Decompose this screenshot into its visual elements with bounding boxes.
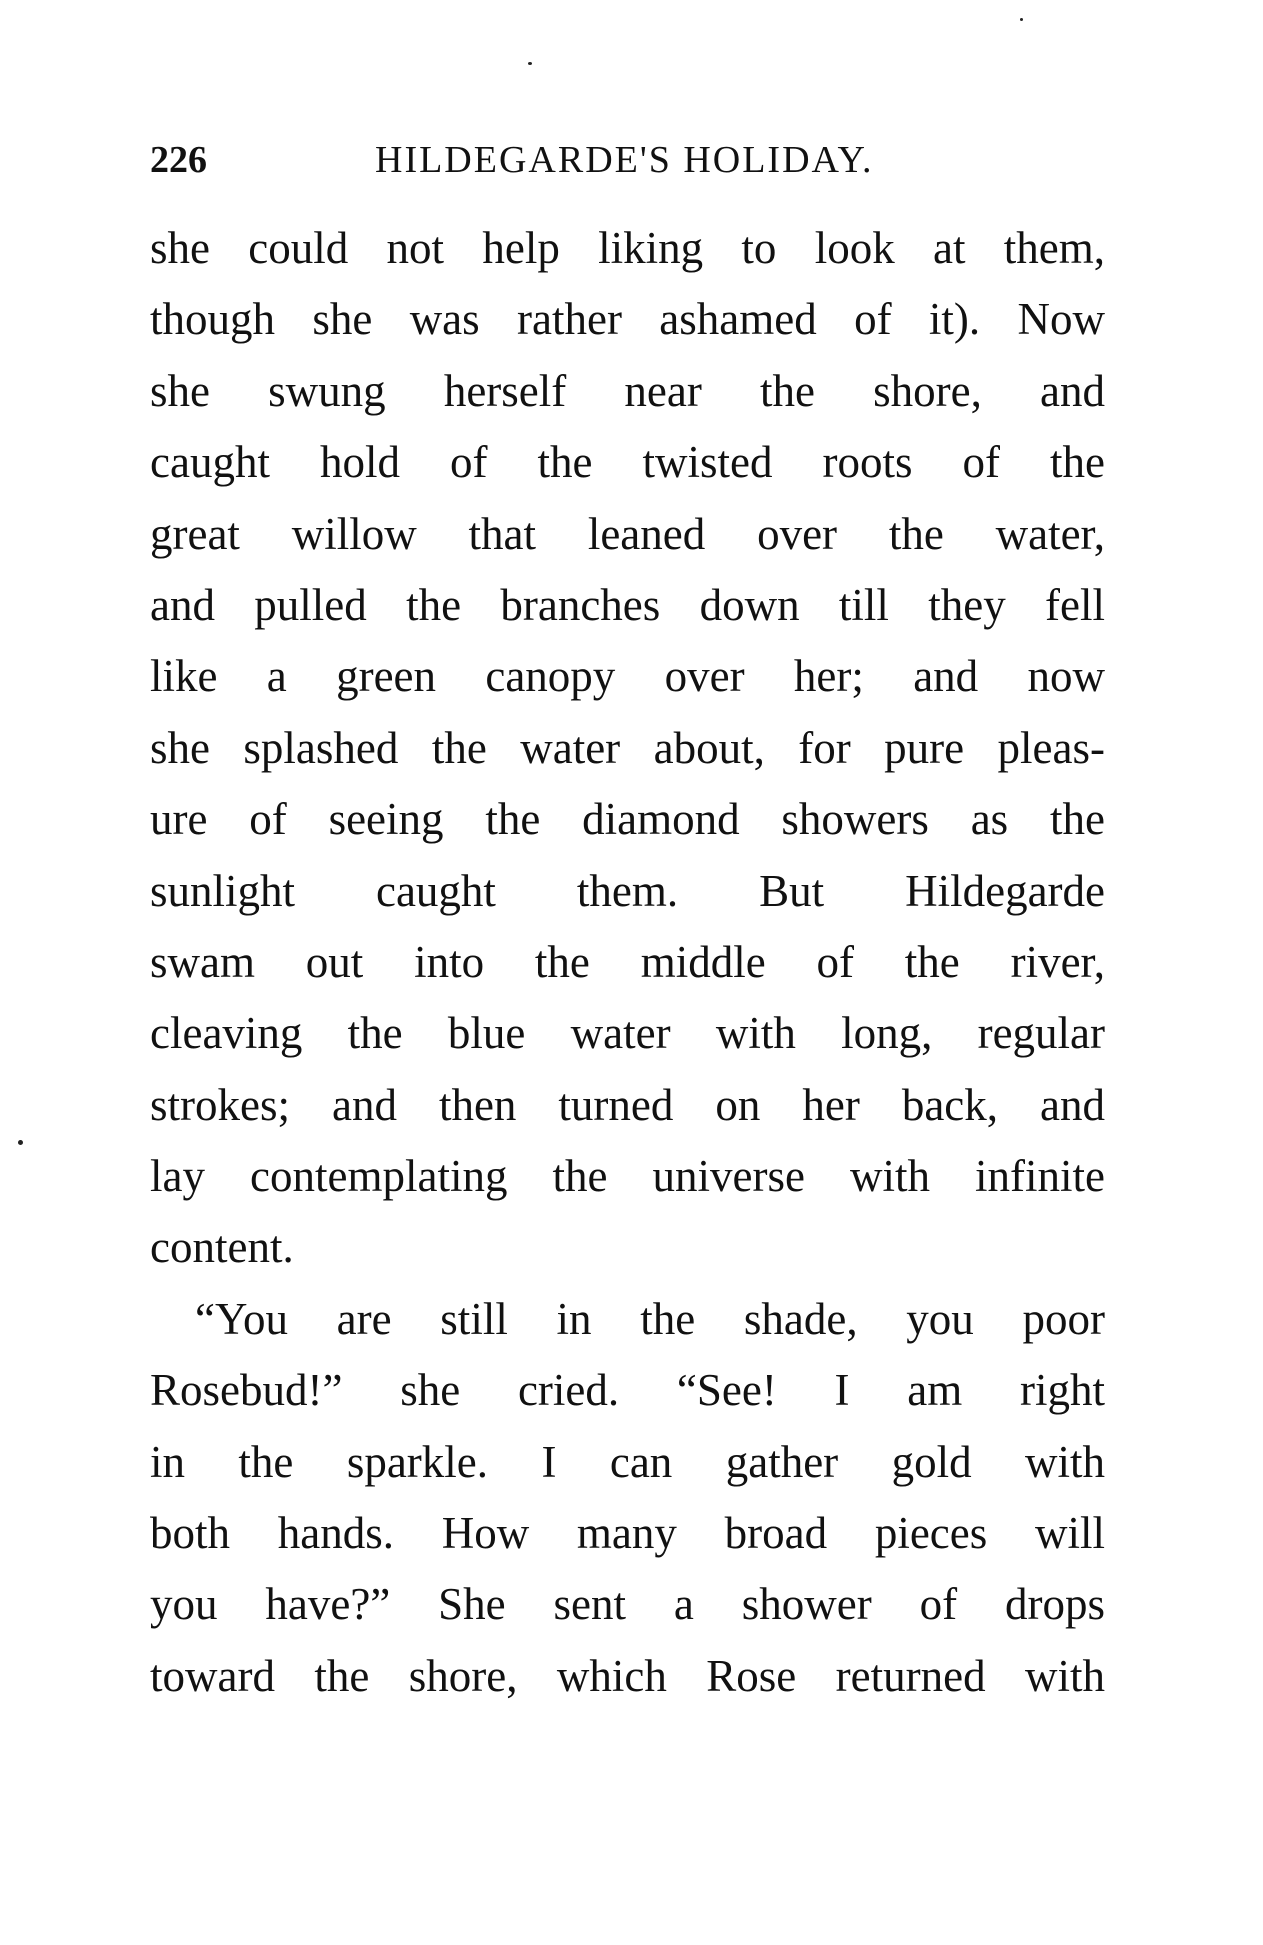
text-line: caught hold of the twisted roots of the xyxy=(150,437,1105,488)
text-line: and pulled the branches down till they fell xyxy=(150,579,1105,630)
text-line: she could not help liking to look at them, xyxy=(150,223,1105,273)
text-line: content. xyxy=(150,1222,294,1273)
text-line: lay contemplating the universe with infinite xyxy=(150,1151,1105,1202)
text-line: ure of seeing the diamond showers as the xyxy=(150,794,1105,845)
body-text xyxy=(150,213,1105,1712)
scan-speck xyxy=(18,1140,23,1145)
scan-speck xyxy=(528,62,532,65)
running-title: HILDEGARDE'S HOLIDAY. xyxy=(375,139,874,181)
running-head xyxy=(150,130,1105,190)
text-line: Rosebud!” she cried. “See! I am right xyxy=(150,1365,1105,1416)
text-line: swam out into the middle of the river, xyxy=(150,936,1105,987)
text-line: sunlight caught them. But Hildegarde xyxy=(150,865,1105,916)
text-line: she swung herself near the shore, and xyxy=(150,365,1105,416)
scan-speck xyxy=(1020,18,1023,21)
text-line: great willow that leaned over the water, xyxy=(150,508,1105,559)
text-line: cleaving the blue water with long, regular xyxy=(150,1008,1105,1059)
text-line: toward the shore, which Rose returned with xyxy=(150,1650,1105,1701)
text-line: “You are still in the shade, you poor xyxy=(195,1293,1105,1344)
text-line: like a green canopy over her; and now xyxy=(150,651,1105,702)
text-line: strokes; and then turned on her back, and xyxy=(150,1079,1105,1130)
text-line: in the sparkle. I can gather gold with xyxy=(150,1436,1105,1487)
page-number: 226 xyxy=(150,139,207,181)
text-line: though she was rather ashamed of it). Now xyxy=(150,294,1105,345)
text-line: both hands. How many broad pieces will xyxy=(150,1508,1105,1559)
text-line: she splashed the water about, for pure pleas- xyxy=(150,722,1105,773)
text-line: you have?” She sent a shower of drops xyxy=(150,1579,1105,1630)
